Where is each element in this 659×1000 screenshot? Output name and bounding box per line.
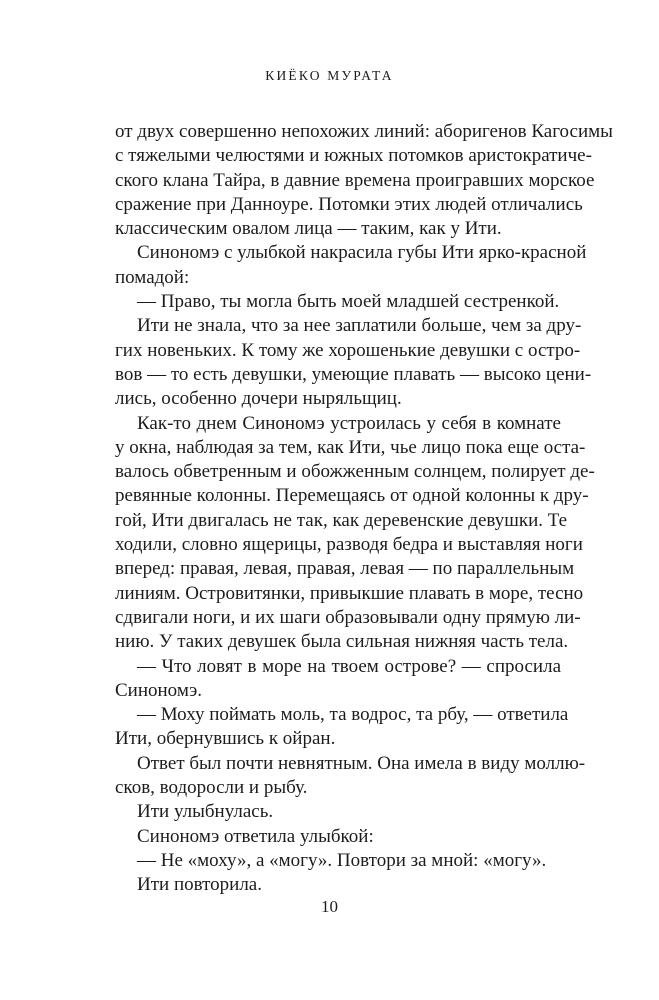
- text-line: ревянные колонны. Перемещаясь от одной колонны к дру-: [115, 485, 589, 507]
- text-line: — Что ловят в море на твоем острове? — спросила: [137, 655, 561, 677]
- text-line: вперед: правая, левая, правая, левая — по параллельным: [115, 558, 575, 580]
- text-line: — Не «моху», а «могу». Повтори за мной: «могу».: [137, 849, 547, 871]
- text-line: — Моху поймать моль, та водрос, та рбу, — ответила: [137, 704, 569, 726]
- text-line: Ити улыбнулась.: [137, 801, 274, 823]
- text-line: Синономэ ответила улыбкой:: [137, 825, 374, 847]
- text-line: Ити, обернувшись к ойран.: [115, 728, 336, 750]
- text-line: валось обветренным и обожженным солнцем, полирует де-: [115, 461, 595, 483]
- text-line: лись, особенно дочери ныряльщиц.: [115, 388, 402, 410]
- body-text: [115, 120, 613, 898]
- text-line: классическим овалом лица — таким, как у Ити.: [115, 218, 502, 240]
- text-line: Ответ был почти невнятным. Она имела в виду моллю-: [137, 752, 586, 774]
- text-line: сков, водоросли и рыбу.: [115, 777, 308, 799]
- text-line: помадой:: [115, 266, 190, 288]
- text-line: ского клана Тайра, в давние времена проигравших морское: [115, 169, 595, 191]
- text-line: гой, Ити двигалась не так, как деревенские девушки. Те: [115, 509, 568, 531]
- text-line: нию. У таких девушек была сильная нижняя часть тела.: [115, 631, 569, 653]
- text-line: от двух совершенно непохожих линий: аборигенов Кагосимы: [115, 121, 613, 142]
- text-line: у окна, наблюдая за тем, как Ити, чье лицо пока еще оста-: [115, 436, 586, 458]
- text-line: Синономэ.: [115, 679, 202, 701]
- text-line: Ити повторила.: [137, 874, 262, 896]
- text-line: сражение при Данноуре. Потомки этих людей отличались: [115, 193, 583, 215]
- text-line: с тяжелыми челюстями и южных потомков аристократиче-: [115, 145, 592, 167]
- text-line: Как-то днем Синономэ устроилась у себя в комнате: [137, 412, 561, 434]
- page-number: 10: [321, 897, 338, 916]
- text-line: Ити не знала, что за нее заплатили больше, чем за дру-: [137, 315, 582, 337]
- text-line: сдвигали ноги, и их шаги образовывали одну прямую ли-: [115, 606, 581, 628]
- text-line: линиям. Островитянки, привыкшие плавать в море, тесно: [115, 582, 584, 604]
- text-line: ходили, словно ящерицы, разводя бедра и выставляя ноги: [115, 534, 583, 556]
- text-line: — Право, ты могла быть моей младшей сестренкой.: [137, 291, 560, 313]
- running-header: КИЁКО МУРАТА: [265, 68, 394, 83]
- text-line: Синономэ с улыбкой накрасила губы Ити ярко-красной: [137, 242, 587, 264]
- text-line: вов — то есть девушки, умеющие плавать — высоко цени-: [115, 363, 592, 385]
- text-line: гих новеньких. К тому же хорошенькие девушки с остро-: [115, 339, 581, 361]
